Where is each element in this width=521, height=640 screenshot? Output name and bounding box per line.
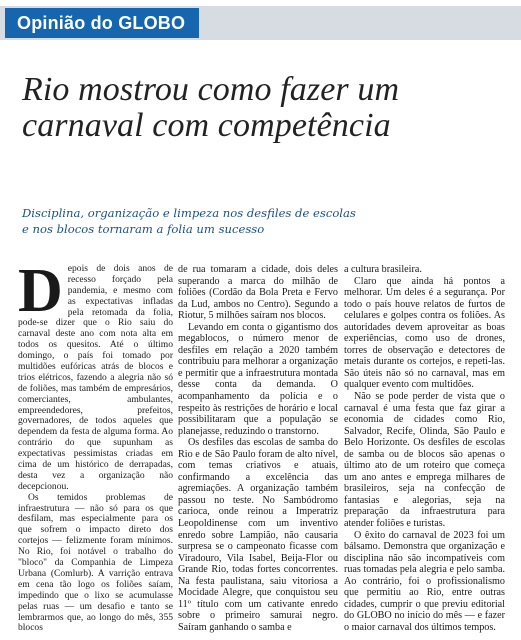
paragraph: Os temidos problemas de infraestrutura — não só para os que desfilam, mas especialmente para os que sofrem o impacto direto dos cortejos — felizmente foram mínimos. No Rio, foi notável o trabalho do "bloco" da Companhia de Limpeza Urbana (Comlurb). A varrição entrava em cena tão logo os foliões saíam, impedindo que o lixo se acumulasse pelas ruas — um desafio e tanto se lembrarmos que, ao longo do mês, 355 blocos — [18, 491, 173, 634]
headline: Rio mostrou como fazer um carnaval com competência — [22, 71, 400, 144]
drop-cap: D — [18, 257, 63, 325]
article-column-1 — [18, 257, 173, 634]
paragraph: a cultura brasileira. — [344, 264, 422, 275]
paragraph: Não se pode perder de vista que o carnaval é uma festa que faz girar a economia de cidades como Rio, Salvador, Recife, Olinda, São Paulo e Belo Horizonte. Os desfiles de escolas de samba ou de blocos são apenas o último ato de um roteiro que começa um ano antes e emprega milhares de brasileiros, seja na confecção de fantasias e alegorias, seja na preparação da infraestrutura para atender foliões e turistas. — [344, 391, 505, 530]
paragraph: Levando em conta o gigantismo dos megablocos, o número menor de desfiles em relação a 2020 também contribuiu para melhorar a organização e permitir que a infraestrutura montada desse conta da demanda. O acompanhamento da polícia e o respeito às restrições de horário e local possibilitaram que a população se planejasse, reduzindo o transtorno. — [178, 321, 338, 437]
paragraph: O êxito do carnaval de 2023 foi um bálsamo. Demonstra que organização e disciplina não são incompatíveis com ruas tomadas pela alegria e pelo samba. Ao contrário, foi o profissionalismo que permitiu ao Rio, entre outras cidades, cumprir o que previu editorial do GLOBO no início do mês — e fazer o maior carnaval dos últimos tempos. — [344, 529, 505, 633]
section-header — [0, 0, 521, 40]
deck: Disciplina, organização e limpeza nos desfiles de escolas e nos blocos tornaram a folia um sucesso — [22, 206, 356, 236]
paragraph: Os desfiles das escolas de samba do Rio e de São Paulo foram de alto nível, com temas criativos e atuais, confirmando a excelência das agremiações. A organização também passou no teste. No Sambódromo carioca, onde reinou a Imperatriz Leopoldinense com um inventivo enredo sobre Lampião, não causaria surpresa se o campeonato ficasse com Viradouro, Vila Isabel, Beija-Flor ou Grande Rio, todas fortes concorrentes. Na festa paulistana, saiu vitoriosa a Mocidade Alegre, que conquistou seu 11º título com um cativante enredo sobre o primeiro samurai negro. Saíram ganhando o samba e — [178, 437, 338, 633]
paragraph: de rua tomaram a cidade, dois deles superando a marca do milhão de foliões (Cordão da Bola Preta e Fervo da Lud, ambos no Centro). Segundo a Riotur, 5 milhões saíram nos blocos. — [178, 264, 338, 322]
paragraph — [18, 257, 173, 493]
article-column-2 — [178, 264, 338, 634]
paragraph: Claro que ainda há pontos a melhorar. Um deles é a segurança. Por todo o país houve relatos de furtos de celulares e golpes contra os foliões. As autoridades devem aproveitar as boas experiências, como uso de drones, torres de observação e detectores de metais durante os cortejos, e repeti-las. São úteis não só no carnaval, mas em qualquer evento com multidões. — [344, 275, 505, 391]
paragraph-text: epois de dois anos de recesso forçado pela pandemia, e mesmo com as expectativas infladas pela retomada da folia, pode-se dizer que o Rio saiu do carnaval deste ano com nota alta em todos os quesitos. Até o último domingo, o país foi tomado por multidões eufóricas atrás de blocos e trios elétricos, fazendo a alegria não só de foliões, mas também de empresários, comerciantes, ambulantes, empreendedores, prefeitos, governadores, de todos aqueles que dependem da festa de alguma forma. Ao contrário do que supunham as expectativas pessimistas criadas em cima de um histórico de derrapadas, desta vez a organização não decepcionou. — [18, 263, 173, 492]
article-column-3 — [344, 264, 505, 634]
section-label: Opinião do GLOBO — [5, 8, 199, 38]
